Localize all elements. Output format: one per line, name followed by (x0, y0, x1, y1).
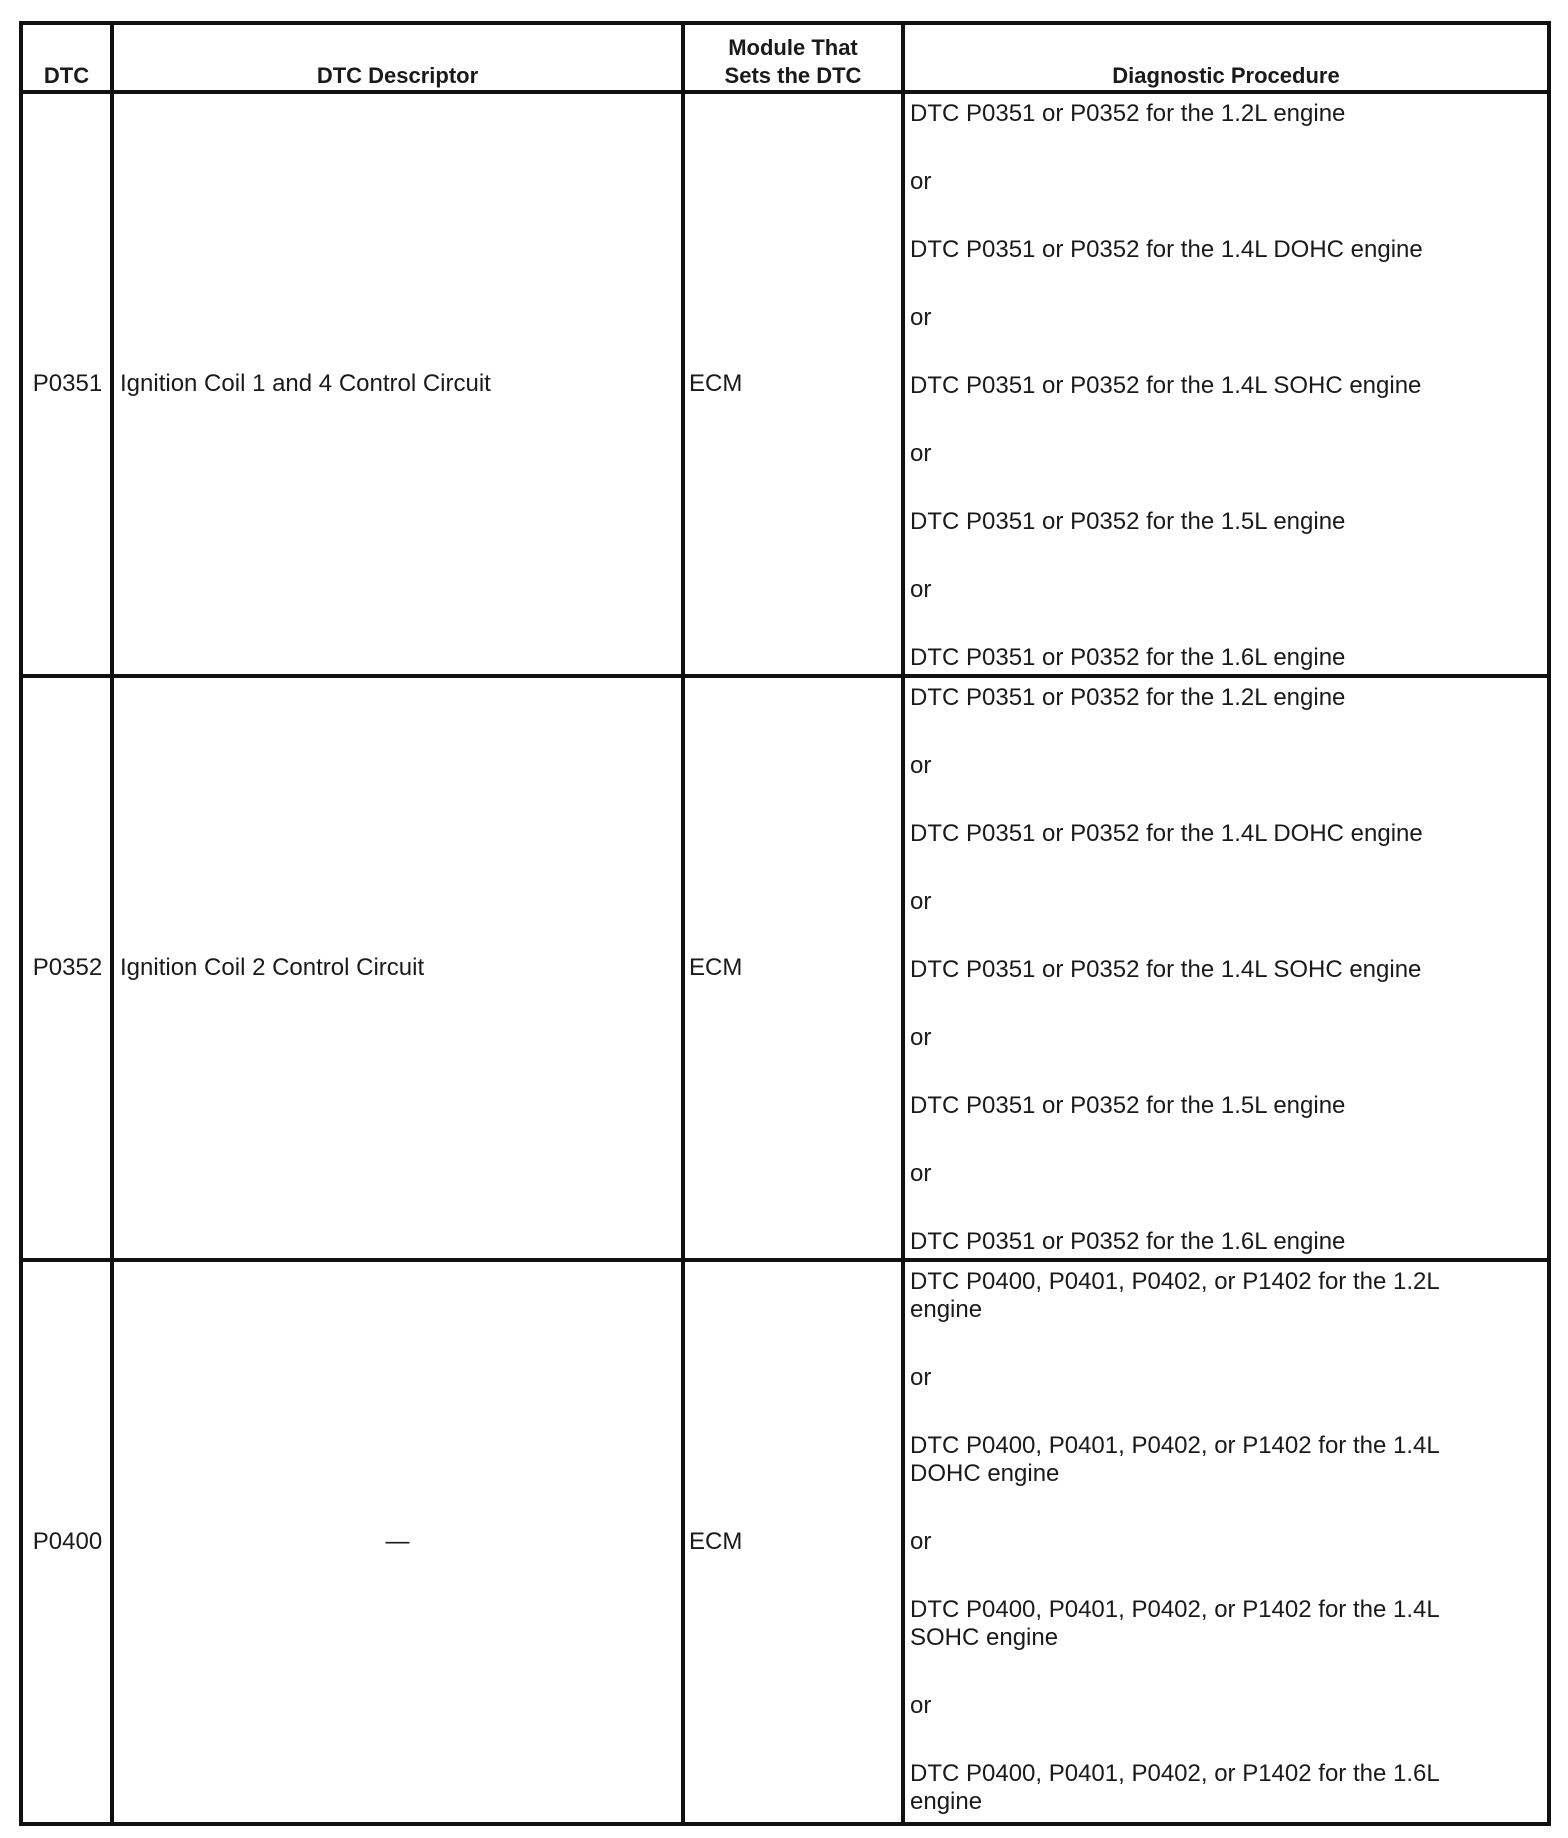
procedure-link[interactable]: DTC P0400, P0401, P0402, or P1402 for the 1.2L (910, 1268, 1440, 1295)
procedure-link[interactable]: DTC P0351 or P0352 for the 1.6L engine (910, 644, 1346, 671)
table-row (21, 1260, 1549, 1824)
procedure-or: or (910, 1692, 932, 1719)
diagnostic-procedure (903, 1260, 1549, 1824)
header-module-line1: Module That (728, 35, 858, 60)
procedure-link-cont[interactable]: engine (910, 1296, 983, 1323)
procedure-link[interactable]: DTC P0351 or P0352 for the 1.4L DOHC engine (910, 236, 1423, 263)
procedure-or: or (910, 304, 932, 331)
procedure-link[interactable]: DTC P0351 or P0352 for the 1.2L engine (910, 100, 1346, 127)
dtc-code: P0400 (21, 1260, 112, 1824)
procedure-or: or (910, 168, 932, 195)
procedure-link[interactable]: DTC P0351 or P0352 for the 1.4L SOHC engine (910, 372, 1422, 399)
procedure-link-cont[interactable]: engine (910, 1788, 983, 1815)
header-module-line2: Sets the DTC (724, 63, 862, 88)
dtc-module: ECM (683, 676, 903, 1260)
procedure-or: or (910, 752, 932, 779)
procedure-link-cont[interactable]: DOHC engine (910, 1460, 1060, 1487)
procedure-link[interactable]: DTC P0400, P0401, P0402, or P1402 for the 1.4L (910, 1432, 1440, 1459)
dtc-module: ECM (683, 92, 903, 676)
procedure-link-cont[interactable]: SOHC engine (910, 1624, 1059, 1651)
dtc-code: P0351 (21, 92, 112, 676)
procedure-or: or (910, 1024, 932, 1051)
procedure-link[interactable]: DTC P0400, P0401, P0402, or P1402 for the 1.6L (910, 1760, 1440, 1787)
dtc-descriptor: Ignition Coil 2 Control Circuit (112, 676, 683, 1260)
procedure-link[interactable]: DTC P0400, P0401, P0402, or P1402 for the 1.4L (910, 1596, 1440, 1623)
procedure-or: or (910, 1160, 932, 1187)
procedure-link[interactable]: DTC P0351 or P0352 for the 1.2L engine (910, 684, 1346, 711)
header-descriptor: DTC Descriptor (112, 23, 683, 92)
procedure-link[interactable]: DTC P0351 or P0352 for the 1.5L engine (910, 1092, 1346, 1119)
procedure-or: or (910, 888, 932, 915)
procedure-link[interactable]: DTC P0351 or P0352 for the 1.4L DOHC engine (910, 820, 1423, 847)
header-module (683, 23, 903, 92)
procedure-link[interactable]: DTC P0351 or P0352 for the 1.6L engine (910, 1228, 1346, 1255)
header-procedure: Diagnostic Procedure (903, 23, 1549, 92)
procedure-or: or (910, 1364, 932, 1391)
table-row (21, 676, 1549, 1260)
dtc-code: P0352 (21, 676, 112, 1260)
diagnostic-procedure (903, 676, 1549, 1260)
dtc-table (19, 21, 1551, 1826)
procedure-link[interactable]: DTC P0351 or P0352 for the 1.4L SOHC engine (910, 956, 1422, 983)
dtc-descriptor: Ignition Coil 1 and 4 Control Circuit (112, 92, 683, 676)
procedure-or: or (910, 440, 932, 467)
table-header-row (21, 23, 1549, 92)
procedure-link[interactable]: DTC P0351 or P0352 for the 1.5L engine (910, 508, 1346, 535)
header-dtc: DTC (21, 23, 112, 92)
dtc-module: ECM (683, 1260, 903, 1824)
diagnostic-procedure (903, 92, 1549, 676)
table-row (21, 92, 1549, 676)
procedure-or: or (910, 576, 932, 603)
dtc-descriptor: — (112, 1260, 683, 1824)
procedure-or: or (910, 1528, 932, 1555)
